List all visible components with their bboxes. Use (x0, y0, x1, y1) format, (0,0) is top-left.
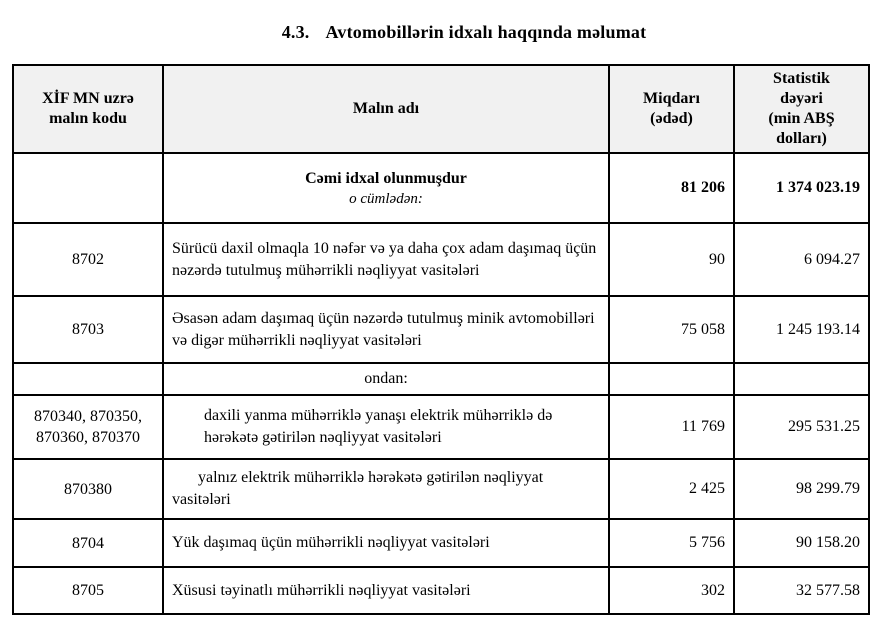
col-header-value (734, 65, 869, 153)
code-line1: 870340, 870350, (34, 408, 142, 425)
name-cell: yalnız elektrik mühərriklə hərəkətə gətirilən nəqliyyat vasitələri (163, 459, 609, 519)
qty-cell (609, 363, 734, 395)
code-cell: 8704 (13, 519, 163, 567)
col-header-code (13, 65, 163, 153)
value-cell: 90 158.20 (734, 519, 869, 567)
code-cell: 8705 (13, 567, 163, 614)
table-row (13, 395, 869, 459)
qty-cell: 81 206 (609, 153, 734, 223)
section-number: 4.3. (281, 22, 310, 42)
name-cell: daxili yanma mühərriklə yanaşı elektrik mühərriklə də hərəkətə gətirilən nəqliyyat vasitələri (163, 395, 609, 459)
code-cell: 8703 (13, 296, 163, 363)
code-line2: 870360, 870370 (36, 429, 140, 446)
section-title-text: Avtomobillərin idxalı haqqında məlumat (325, 22, 647, 42)
col-header-code-line1: XİF MN uzrə (42, 90, 134, 107)
qty-cell: 302 (609, 567, 734, 614)
table-row (13, 519, 869, 567)
col-header-code-line2: malın kodu (49, 110, 127, 127)
name-cell: Xüsusi təyinatlı mühərrikli nəqliyyat vasitələri (163, 567, 609, 614)
col-header-value-line3: (min ABŞ (768, 110, 835, 127)
name-cell: Əsasən adam daşımaq üçün nəzərdə tutulmuş minik avtomobilləri və digər mühərrikli nəqliyyat vasitələri (163, 296, 609, 363)
col-header-qty (609, 65, 734, 153)
code-cell (13, 395, 163, 459)
col-header-qty-line1: Miqdarı (643, 90, 700, 107)
table-row (13, 459, 869, 519)
col-header-value-line2: dəyəri (780, 90, 823, 107)
value-cell: 1 374 023.19 (734, 153, 869, 223)
name-cell: Yük daşımaq üçün mühərrikli nəqliyyat vasitələri (163, 519, 609, 567)
code-cell: 8702 (13, 223, 163, 296)
name-cell (163, 153, 609, 223)
qty-cell: 90 (609, 223, 734, 296)
header-row (13, 65, 869, 153)
qty-cell: 11 769 (609, 395, 734, 459)
name-cell: ondan: (163, 363, 609, 395)
table-row-total (13, 153, 869, 223)
value-cell: 1 245 193.14 (734, 296, 869, 363)
table-row (13, 567, 869, 614)
total-sublabel: o cümlədən: (349, 190, 423, 207)
imports-table (12, 64, 870, 615)
col-header-qty-line2: (ədəd) (650, 110, 693, 127)
qty-cell: 2 425 (609, 459, 734, 519)
col-header-value-line1: Statistik (773, 70, 830, 87)
total-label: Cəmi idxal olunmuşdur (305, 169, 467, 187)
value-cell: 295 531.25 (734, 395, 869, 459)
qty-cell: 75 058 (609, 296, 734, 363)
value-cell (734, 363, 869, 395)
table-row-subheader (13, 363, 869, 395)
table-row (13, 296, 869, 363)
value-cell: 6 094.27 (734, 223, 869, 296)
value-cell: 32 577.58 (734, 567, 869, 614)
code-cell (13, 363, 163, 395)
code-cell: 870380 (13, 459, 163, 519)
section-title (54, 22, 874, 43)
col-header-value-line4: dolları) (776, 130, 827, 147)
col-header-name-line1: Malın adı (352, 100, 420, 117)
table-row (13, 223, 869, 296)
value-cell: 98 299.79 (734, 459, 869, 519)
col-header-name (163, 65, 609, 153)
name-cell: Sürücü daxil olmaqla 10 nəfər və ya daha çox adam daşımaq üçün nəzərdə tutulmuş mühərrikli nəqliyyat vasitələri (163, 223, 609, 296)
qty-cell: 5 756 (609, 519, 734, 567)
code-cell (13, 153, 163, 223)
